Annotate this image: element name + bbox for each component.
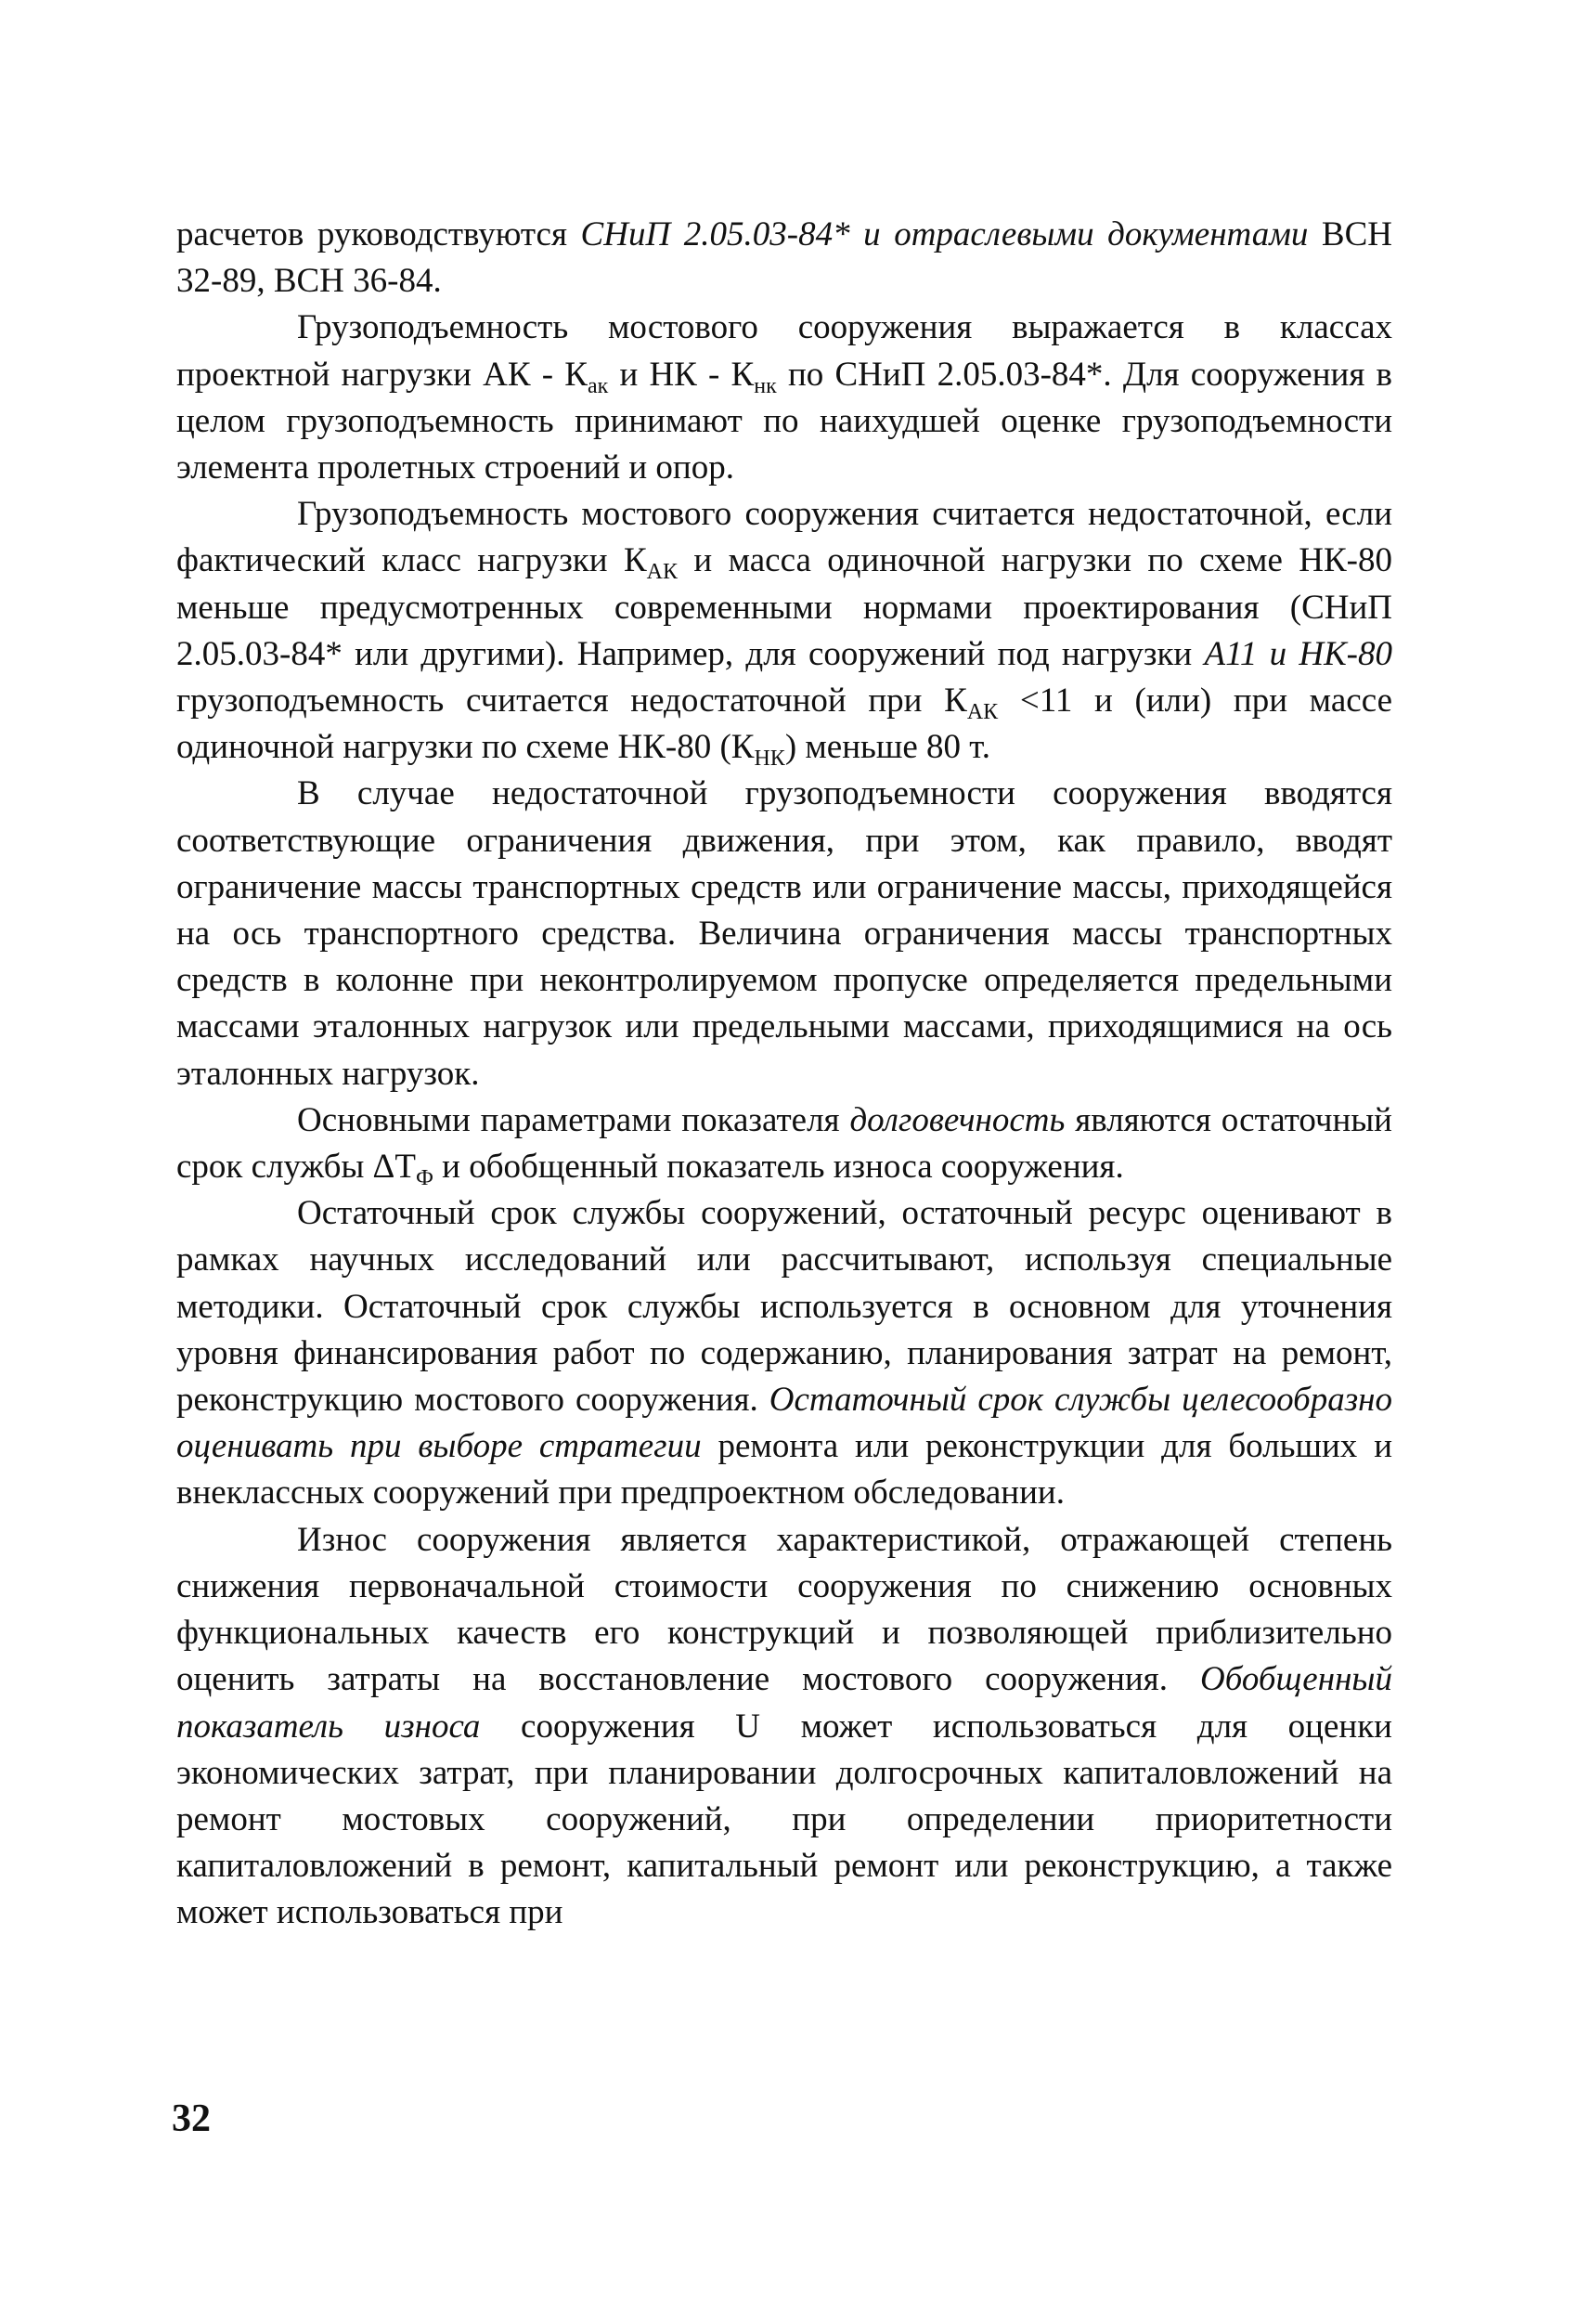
paragraph-insufficient-capacity: Грузоподъемность мостового сооружения считается недостаточной, если фактический класс нагрузки $К_{АК}$ и масса одиночной нагрузки по схеме НК-80 меньше предусмотренных современными нормами проектирования (СНиП 2.05.03-84* или другими). Например, для сооружений под нагрузки А11 и НК-80 грузоподъемность считается недостаточной при $К_{АК} <11$ и (или) при массе одиночной нагрузки по схеме НК-80 $(К_{НК})$ меньше 80 т. <box>176 495 1393 772</box>
paragraph-continuation: расчетов руководствуются СНиП 2.05.03-84* и отраслевыми документами ВСН 32-89, ВСН 36-84. <box>176 215 1392 301</box>
paragraph-durability-parameters: Основными параметрами показателя долговечность являются остаточный срок службы $\Delta Т_Ф$ и обобщенный показатель износа сооружения. <box>176 1100 1392 1191</box>
page-body <box>176 212 1392 1937</box>
paragraph-load-capacity-classes: Грузоподъемность мостового сооружения выражается в классах проектной нагрузки АК - $К_{ак}$ и НК - $К_{нк}$ по СНиП 2.05.03-84*. Для сооружения в целом грузоподъемность принимают по наихудшей оценке грузоподъемности элемента пролетных строений и опор. <box>176 308 1392 487</box>
paragraph-traffic-restrictions: В случае недостаточной грузоподъемности сооружения вводятся соответствующие ограничения движения, при этом, как правило, вводят ограничение массы транспортных средств или ограничение массы, приходящейся на ось транспортного средства. Величина ограничения массы транспортных средств в колонне при неконтролируемом пропуске определяется предельными массами эталонных нагрузок или предельными массами, приходящимися на ось эталонных нагрузок. <box>176 774 1392 1093</box>
page-number: 32 <box>172 2097 211 2140</box>
italic-reference: СНиП 2.05.03-84* и отраслевыми документами <box>580 215 1309 253</box>
paragraph-residual-life: Остаточный срок службы сооружений, остаточный ресурс оценивают в рамках научных исследований или рассчитывают, используя специальные методики. Остаточный срок службы используется в основном для уточнения уровня финансирования работ по содержанию, планирования затрат на ремонт, реконструкцию мостового сооружения. Остаточный срок службы целесообразно оценивать при выборе стратегии ремонта или реконструкции для больших и внеклассных сооружений при предпроектном обследовании. <box>176 1194 1392 1513</box>
paragraph-wear: Износ сооружения является характеристикой, отражающей степень снижения первоначальной стоимости сооружения по снижению основных функциональных качеств его конструкций и позволяющей приблизительно оценить затраты на восстановление мостового сооружения. Обобщенный показатель износа сооружения U может использоваться для оценки экономических затрат, при планировании долгосрочных капиталовложений на ремонт мостовых сооружений, при определении приоритетности капиталовложений в ремонт, капитальный ремонт или реконструкцию, а также может использоваться при <box>176 1520 1392 1932</box>
